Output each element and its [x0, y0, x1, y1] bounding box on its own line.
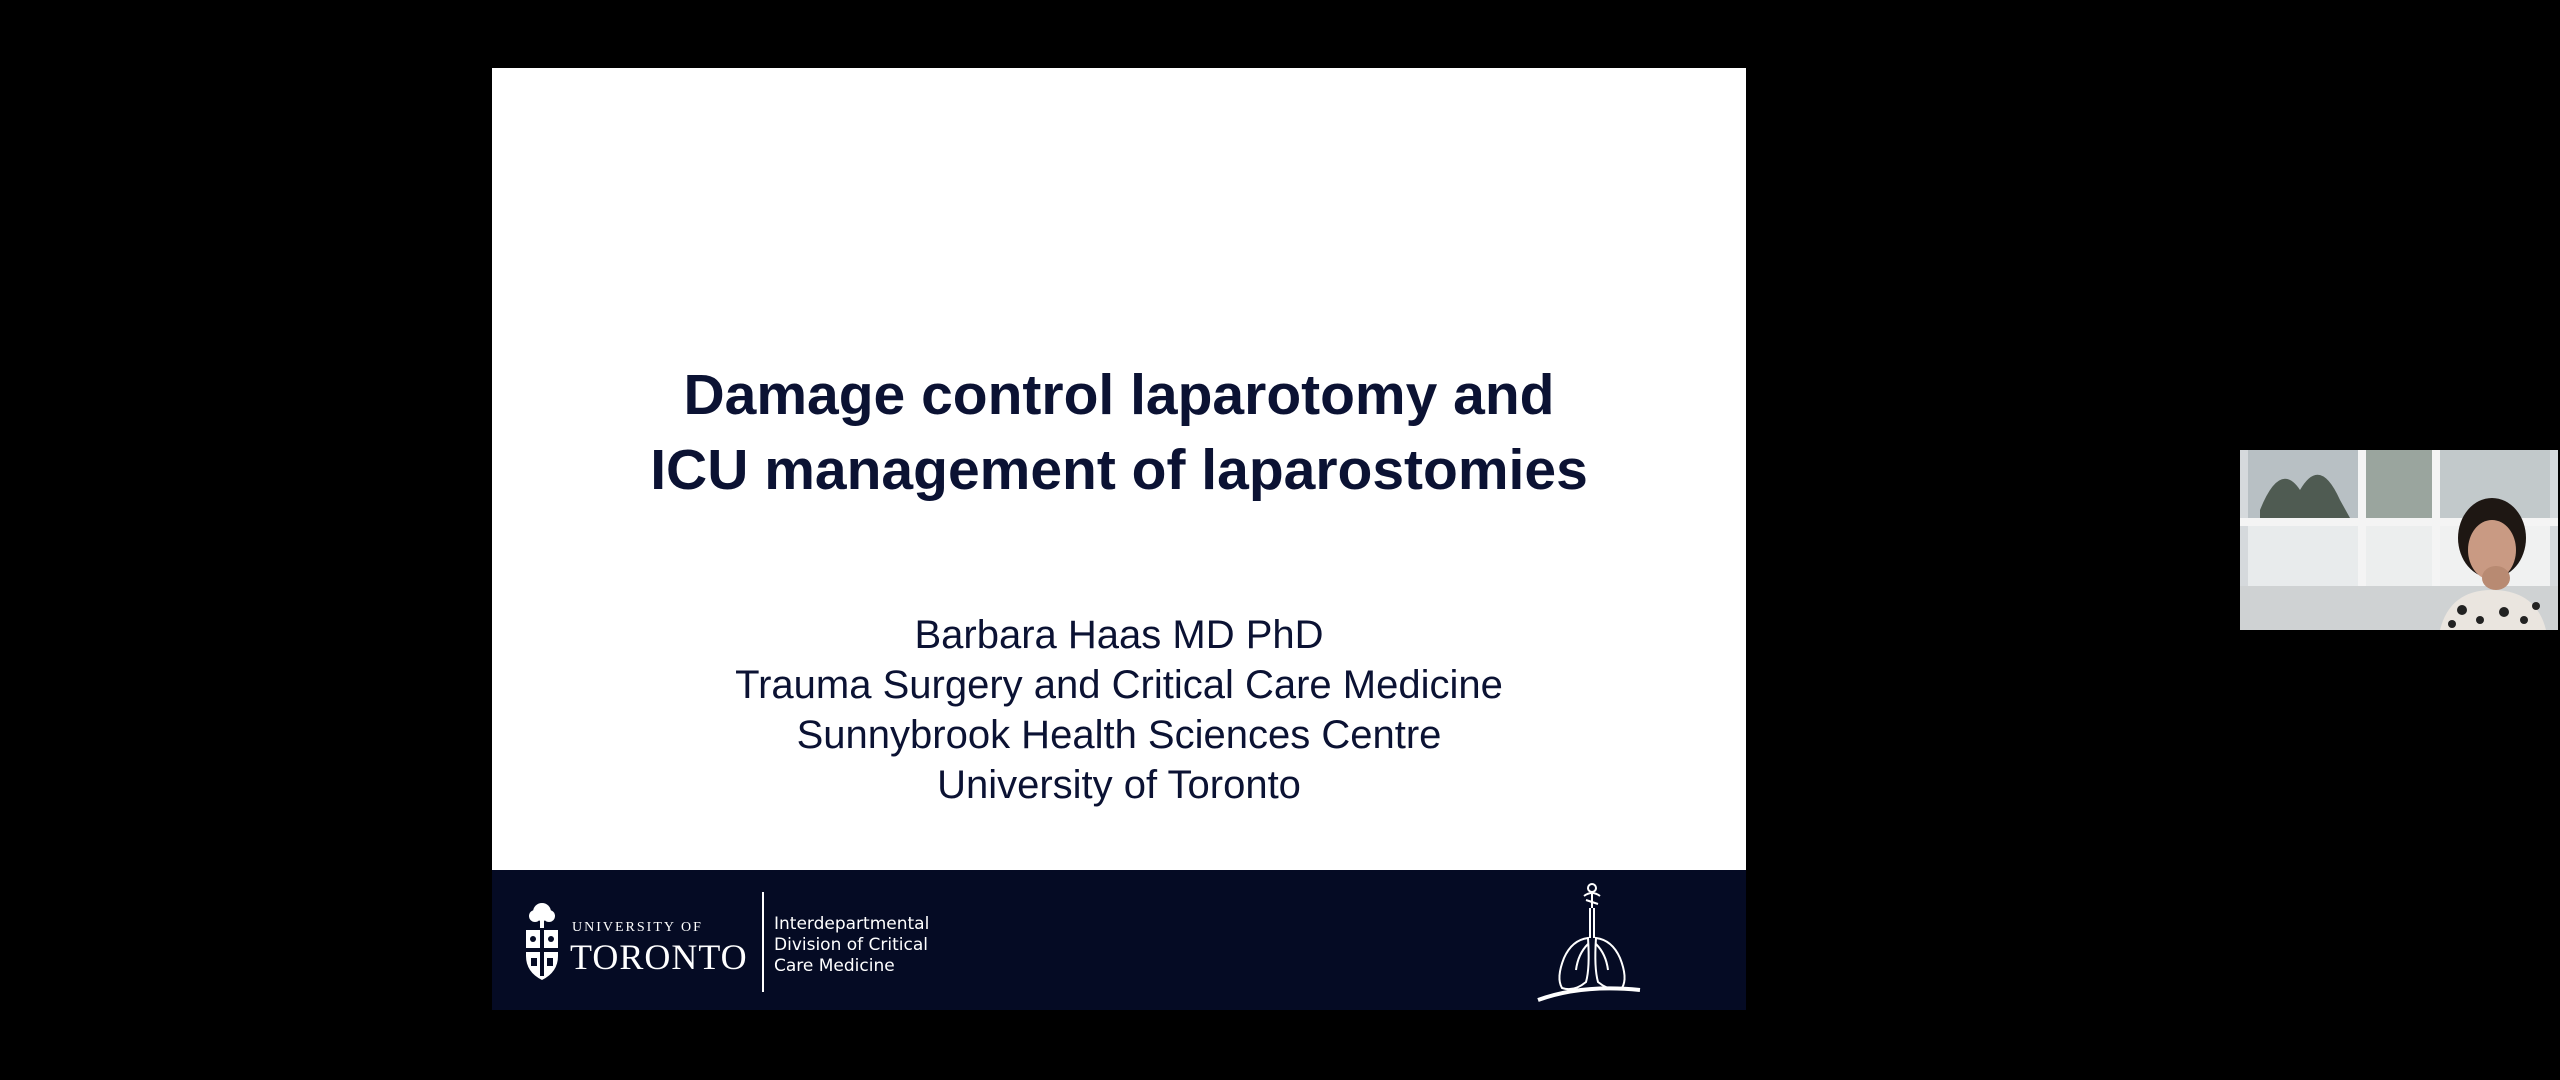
presenter-university: University of Toronto — [937, 763, 1301, 807]
presenter-info — [492, 610, 1746, 810]
university-label-big: TORONTO — [570, 937, 748, 977]
division-line-2: Division of Critical — [774, 935, 929, 955]
division-line-3: Care Medicine — [774, 956, 895, 976]
lungs-logo-icon — [1532, 878, 1642, 1006]
slide-title — [492, 358, 1746, 508]
division-label — [774, 914, 929, 977]
slide-footer — [492, 870, 1746, 1010]
footer-divider — [762, 892, 764, 992]
university-label-small: UNIVERSITY OF — [572, 920, 703, 935]
webcam-video-thumbnail[interactable] — [2240, 450, 2558, 630]
presentation-slide — [492, 68, 1746, 1010]
presenter-name: Barbara Haas MD PhD — [914, 613, 1324, 657]
uoft-crest-icon — [522, 900, 562, 984]
presenter-hospital: Sunnybrook Health Sciences Centre — [796, 713, 1442, 757]
slide-title-line-1: Damage control laparotomy and — [683, 363, 1555, 427]
division-line-1: Interdepartmental — [774, 914, 930, 934]
presenter-department: Trauma Surgery and Critical Care Medicine — [735, 663, 1503, 707]
slide-title-line-2: ICU management of laparostomies — [650, 438, 1588, 502]
